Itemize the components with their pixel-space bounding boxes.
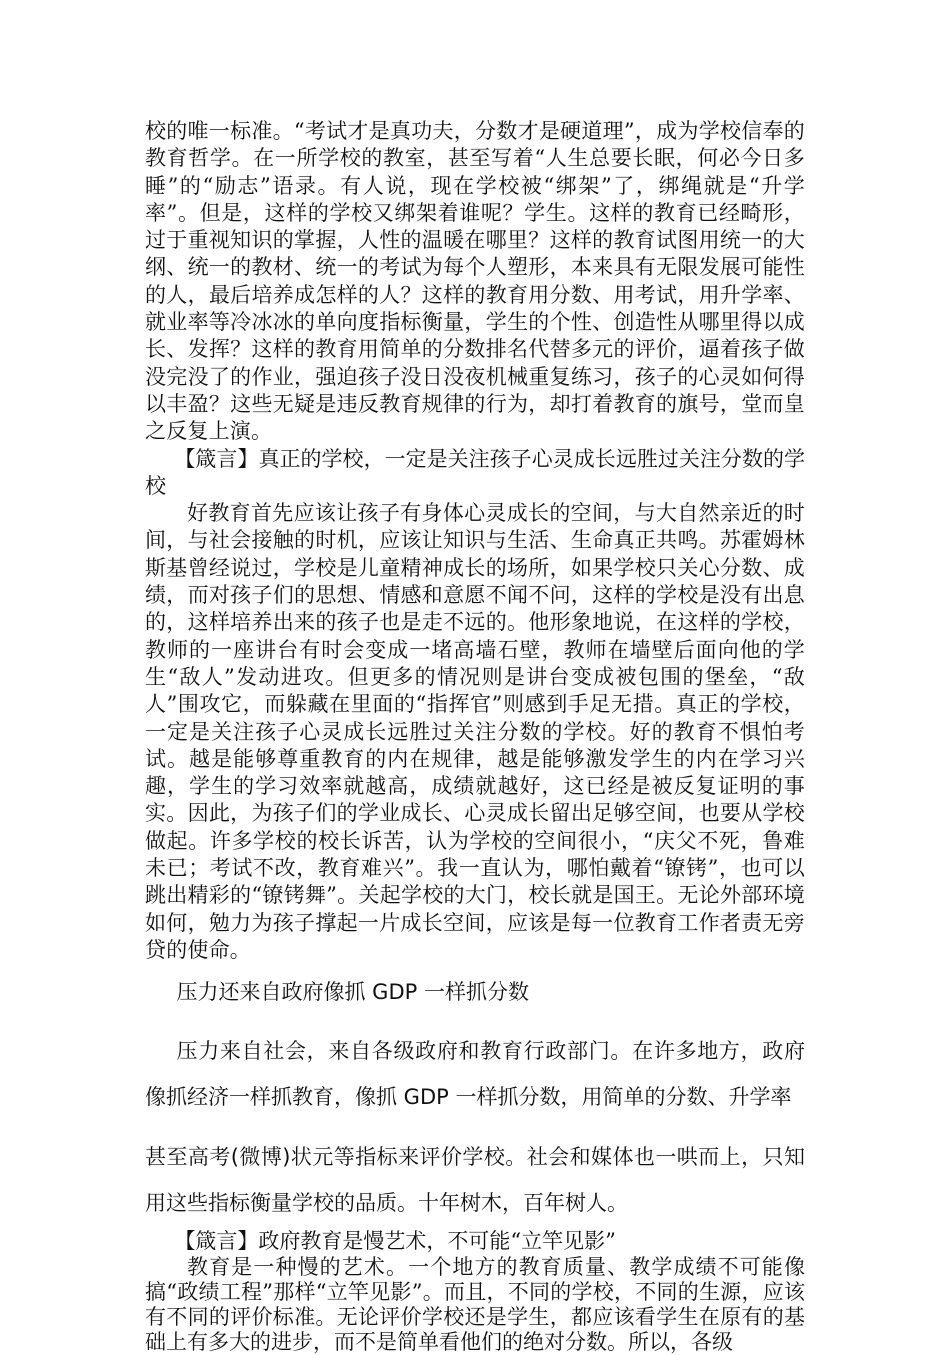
- paragraph-slow-art: 教育是一种慢的艺术。一个地方的教育质量、教学成绩不可能像搞“政绩工程”那样“立竿见影”。而且，不同的学校，不同的生源，应该有不同的评价标准。无论评价学校还是学生，都应该看学生在原有的基础上有多大的进步，而不是简单看他们的绝对分数。所以，各级: [145, 1255, 805, 1355]
- paragraph-exam-philosophy: 校的唯一标准。“考试才是真功夫，分数才是硬道理”，成为学校信奉的教育哲学。在一所学校的教室，甚至写着“人生总要长眠，何必今日多睡”的“励志”语录。有人说，现在学校被“绑架”了，绑绳就是“升学率”。但是，这样的学校又绑架着谁呢？学生。这样的教育已经畸形，过于重视知识的掌握，人性的温暖在哪里？这样的教育试图用统一的大纲、统一的教材、统一的考试为每个人塑形，本来具有无限发展可能性的人，最后培养成怎样的人？这样的教育用分数、用考试，用升学率、就业率等冷冰冰的单向度指标衡量，学生的个性、创造性从哪里得以成长、发挥？这样的教育用简单的分数排名代替多元的评价，逼着孩子做没完没了的作业，强迫孩子没日没夜机械重复练习，孩子的心灵如何得以丰盈？这些无疑是违反教育规律的行为，却打着教育的旗号，堂而皇之反复上演。: [145, 119, 805, 444]
- paragraph-government-pressure-part2: 甚至高考(微博)状元等指标来评价学校。社会和媒体也一哄而上，只知用这些指标衡量学校的品质。十年树木，百年树人。: [145, 1145, 805, 1216]
- paragraph-good-education: 好教育首先应该让孩子有身体心灵成长的空间，与大自然亲近的时间，与社会接触的时机，应该让知识与生活、生命真正共鸣。苏霍姆林斯基曾经说过，学校是儿童精神成长的场所，如果学校只关心分数、成绩，而对孩子们的思想、情感和意愿不闻不问，这样的学校是没有出息的，这样培养出来的孩子也是走不远的。他形象地说，在这样的学校，教师的一座讲台有时会变成一堵高墙石壁，教师在墙壁后面向他的学生“敌人”发动进攻。但更多的情况则是讲台变成被包围的堡垒，“敌人”围攻它，而躲藏在里面的“指挥官”则感到手足无措。真正的学校，一定是关注孩子心灵成长远胜过关注分数的学校。好的教育不惧怕考试。越是能够尊重教育的内在规律，越是能够激发学生的内在学习兴趣，学生的学习效率就越高，成绩就越好，这已经是被反复证明的事实。因此，为孩子们的学业成长、心灵成长留出足够空间，也要从学校做起。许多学校的校长诉苦，认为学校的空间很小，“庆父不死，鲁难未已；考试不改，教育难兴”。我一直认为，哪怕戴着“镣铐”，也可以跳出精彩的“镣铐舞”。关起学校的大门，校长就是国王。无论外部环境如何，勉力为孩子撑起一片成长空间，应该是每一位教育工作者责无旁贷的使命。: [145, 501, 805, 962]
- paragraph-government-pressure-part1: 压力来自社会，来自各级政府和教育行政部门。在许多地方，政府像抓经济一样抓教育，像抓 GDP 一样抓分数，用简单的分数、升学率: [145, 1039, 805, 1110]
- document-page: [145, 118, 805, 1355]
- motto-slow-art: 【箴言】政府教育是慢艺术，不可能“立竿见影”: [174, 1229, 616, 1254]
- motto-real-school: 【箴言】真正的学校，一定是关注孩子心灵成长远胜过关注分数的学校: [145, 446, 805, 498]
- section-heading-government-pressure: 压力还来自政府像抓 GDP 一样抓分数: [176, 980, 529, 1005]
- paragraph-government-pressure: [145, 1028, 805, 1226]
